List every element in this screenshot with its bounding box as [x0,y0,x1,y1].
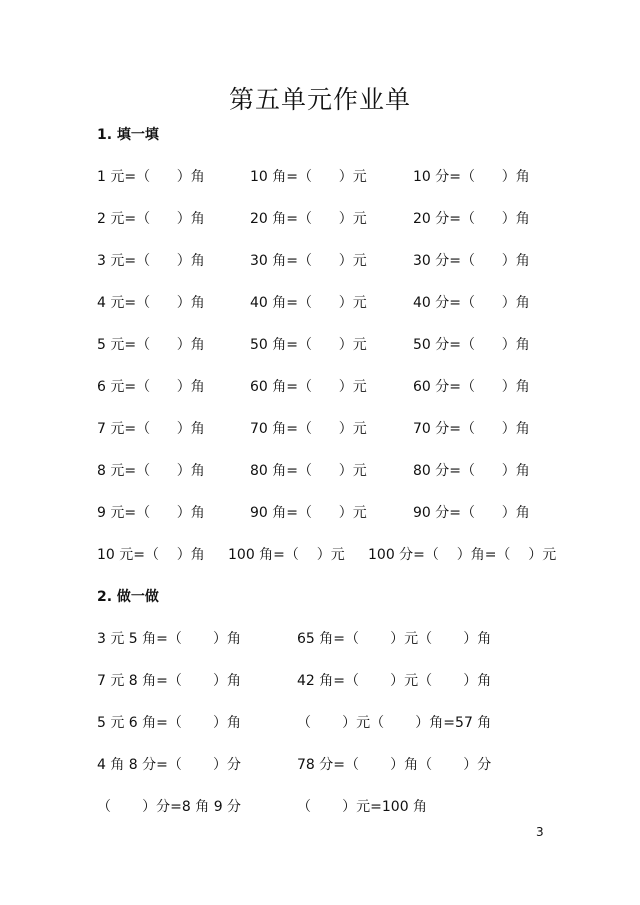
exercise-item: 4 角 8 分=（ ）分 [97,757,242,773]
exercise-item: 30 角=（ ）元 [250,253,367,269]
exercise-item: 80 角=（ ）元 [250,463,367,479]
exercise-item: 90 分=（ ）角 [413,505,530,521]
exercise-item: 20 角=（ ）元 [250,211,367,227]
exercise-item: 20 分=（ ）角 [413,211,530,227]
exercise-item: 100 角=（ ）元 [228,547,345,563]
page-title: 第五单元作业单 [228,85,411,114]
exercise-item: 5 元 6 角=（ ）角 [97,715,242,731]
exercise-item: 65 角=（ ）元（ ）角 [297,631,492,647]
exercise-item: 100 分=（ ）角=（ ）元 [368,547,557,563]
exercise-item: 6 元=（ ）角 [97,379,205,395]
exercise-item: 10 分=（ ）角 [413,169,530,185]
exercise-item: 78 分=（ ）角（ ）分 [297,757,492,773]
exercise-item: 70 分=（ ）角 [413,421,530,437]
exercise-item: （ ）元=100 角 [297,799,428,815]
exercise-item: 40 分=（ ）角 [413,295,530,311]
exercise-item: 50 角=（ ）元 [250,337,367,353]
exercise-item: 7 元=（ ）角 [97,421,205,437]
exercise-item: 2 元=（ ）角 [97,211,205,227]
exercise-item: 9 元=（ ）角 [97,505,205,521]
exercise-item: 4 元=（ ）角 [97,295,205,311]
exercise-item: 10 角=（ ）元 [250,169,367,185]
exercise-item: 70 角=（ ）元 [250,421,367,437]
exercise-item: 50 分=（ ）角 [413,337,530,353]
exercise-item: 1 元=（ ）角 [97,169,205,185]
page-number: 3 [536,825,544,839]
exercise-item: 5 元=（ ）角 [97,337,205,353]
exercise-item: 7 元 8 角=（ ）角 [97,673,242,689]
exercise-item: 30 分=（ ）角 [413,253,530,269]
exercise-item: （ ）元（ ）角=57 角 [297,715,492,731]
exercise-item: 60 分=（ ）角 [413,379,530,395]
exercise-item: 42 角=（ ）元（ ）角 [297,673,492,689]
exercise-item: 10 元=（ ）角 [97,547,205,563]
exercise-item: 80 分=（ ）角 [413,463,530,479]
section-1-heading: 1. 填一填 [97,127,159,143]
exercise-item: 3 元 5 角=（ ）角 [97,631,242,647]
exercise-item: （ ）分=8 角 9 分 [97,799,242,815]
exercise-item: 40 角=（ ）元 [250,295,367,311]
exercise-item: 8 元=（ ）角 [97,463,205,479]
section-2-heading: 2. 做一做 [97,589,159,605]
exercise-item: 3 元=（ ）角 [97,253,205,269]
exercise-item: 60 角=（ ）元 [250,379,367,395]
exercise-item: 90 角=（ ）元 [250,505,367,521]
